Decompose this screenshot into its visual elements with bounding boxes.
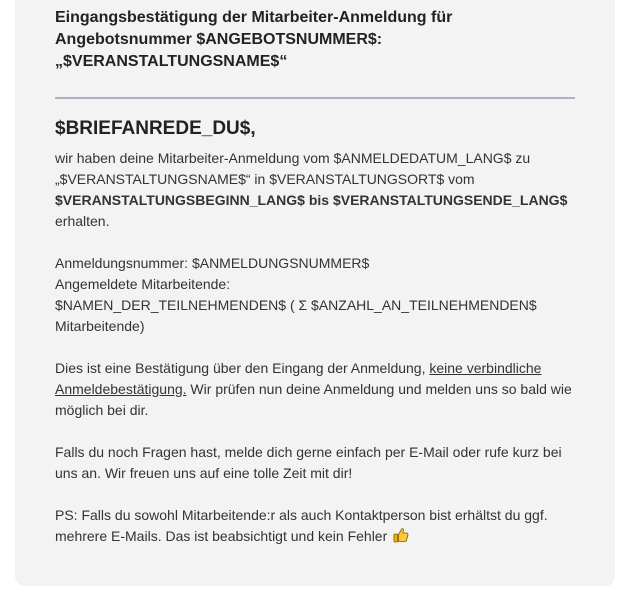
- participant-names: $NAMEN_DER_TEILNEHMENDEN$ ( Σ $ANZAHL_AN_TEILNEHMENDEN$: [55, 297, 537, 313]
- confirmation-line-3: möglich bei dir.: [55, 402, 149, 418]
- intro-paragraph: [55, 148, 580, 232]
- ps-paragraph: [55, 505, 580, 547]
- intro-line-4: erhalten.: [55, 213, 110, 229]
- questions-line-2: uns an. Wir freuen uns auf eine tolle Zeit mit dir!: [55, 465, 353, 481]
- intro-line-1: wir haben deine Mitarbeiter-Anmeldung vom $ANMELDEDATUM_LANG$ zu: [55, 150, 531, 166]
- registration-confirmation-link[interactable]: Anmeldebestätigung.: [55, 381, 187, 397]
- registered-staff-label: Angemeldete Mitarbeitende:: [55, 276, 231, 292]
- ps-line-1: PS: Falls du sowohl Mitarbeitende:r als auch Kontaktperson bist erhältst du ggf.: [55, 507, 548, 523]
- questions-line-1: Falls du noch Fragen hast, melde dich gerne einfach per E-Mail oder rufe kurz bei: [55, 444, 562, 460]
- not-binding-link[interactable]: keine verbindliche: [429, 360, 542, 376]
- confirmation-line-1: [55, 358, 580, 379]
- confirmation-line-2: [55, 379, 580, 400]
- heading-line-2: Angebotsnummer $ANGEBOTSNUMMER$:: [55, 31, 383, 48]
- details-paragraph: [55, 253, 580, 337]
- email-heading: [55, 7, 575, 73]
- ps-line-2: [55, 526, 580, 547]
- participant-count-suffix: Mitarbeitende): [55, 318, 145, 334]
- salutation: $BRIEFANREDE_DU$,: [55, 118, 256, 139]
- ps-line-2-text: mehrere E-Mails. Das ist beabsichtigt und kein Fehler: [55, 528, 388, 544]
- confirmation-paragraph: [55, 358, 580, 421]
- intro-line-2: „$VERANSTALTUNGSNAME$“ in $VERANSTALTUNGSORT$ vom: [55, 171, 475, 187]
- heading-line-3: „$VERANSTALTUNGSNAME$“: [55, 53, 288, 70]
- intro-line-3: $VERANSTALTUNGSBEGINN_LANG$ bis $VERANSTALTUNGSENDE_LANG$: [55, 192, 568, 208]
- questions-paragraph: [55, 442, 580, 484]
- thumbs-up-icon: [393, 527, 409, 543]
- confirmation-text-1: Dies ist eine Bestätigung über den Eingang der Anmeldung,: [55, 360, 430, 376]
- confirmation-text-2: Wir prüfen nun deine Anmeldung und melden uns so bald wie: [186, 381, 572, 397]
- heading-line-1: Eingangsbestätigung der Mitarbeiter-Anmeldung für: [55, 9, 453, 26]
- registration-number: Anmeldungsnummer: $ANMELDUNGSNUMMER$: [55, 255, 370, 271]
- heading-divider: [55, 97, 575, 99]
